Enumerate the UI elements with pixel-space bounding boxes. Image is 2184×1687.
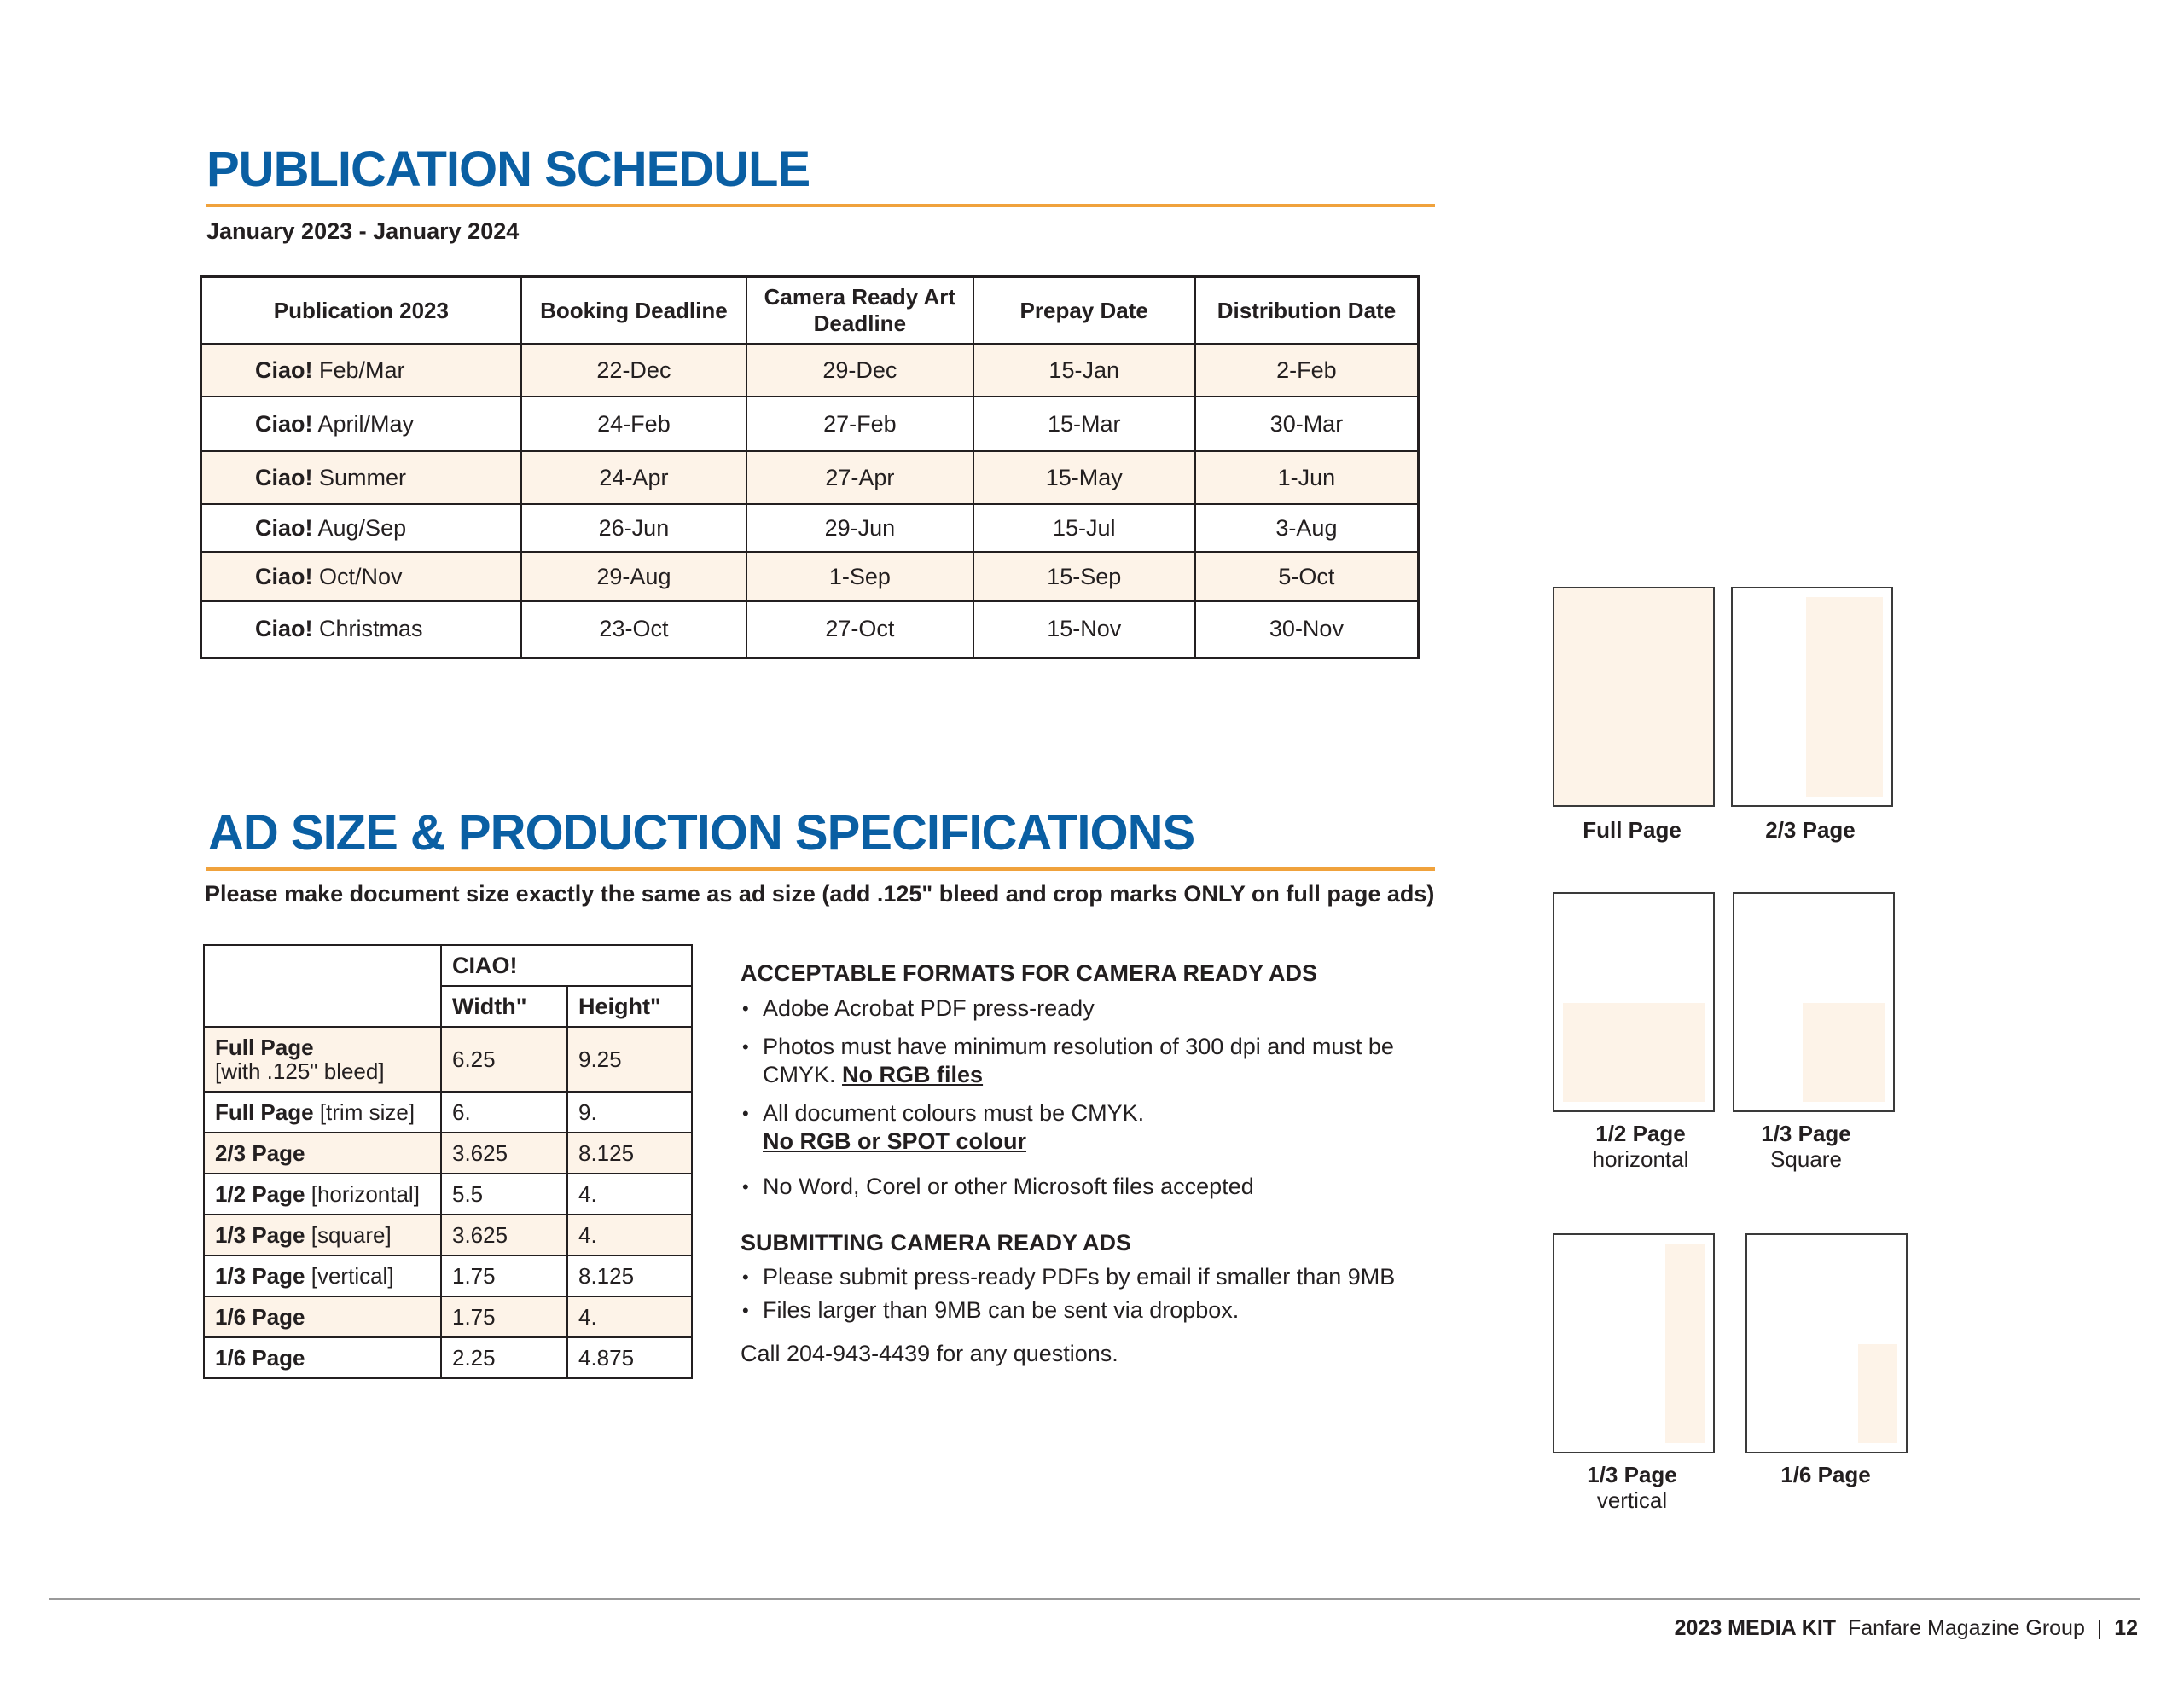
publication-cell [201,397,521,451]
list-item [741,1173,1440,1201]
formats-list [741,994,1440,1201]
format-item-text: All document colours must be CMYK. [763,1100,1145,1126]
brand-name: Ciao! [255,514,313,541]
half-page-diagram [1553,892,1715,1112]
distribution-cell: 2-Feb [1195,344,1419,397]
list-item [741,1296,1440,1325]
publication-schedule-table [200,275,1420,659]
camera-cell: 1-Sep [746,552,973,601]
distribution-cell: 30-Nov [1195,601,1419,658]
distribution-cell: 1-Jun [1195,451,1419,504]
camera-cell: 27-Oct [746,601,973,658]
ad-size-name: Full Page [215,1035,314,1060]
diagram-label: 1/6 Page [1780,1462,1871,1487]
diagram-label: 1/3 Page [1761,1121,1851,1146]
full-page-diagram [1553,587,1715,807]
diagram-sublabel: Square [1770,1146,1842,1172]
ad-size-label [204,1215,441,1255]
ad-specs-table [203,944,693,1379]
third-square-page-caption [1721,1121,1891,1172]
spec-group-header: CIAO! [441,945,692,986]
full-page-caption [1547,817,1717,843]
schedule-title: PUBLICATION SCHEDULE [206,142,810,197]
ad-size-label [204,1092,441,1133]
ad-size-note: [trim size] [319,1099,415,1125]
table-row [201,344,1419,397]
list-item [741,1099,1440,1156]
ad-size-name: 1/3 Page [215,1222,305,1248]
spec-group-header-row [204,945,692,986]
prepay-cell: 15-Jan [973,344,1195,397]
ad-area-fill [1665,1244,1705,1443]
ad-size-name: 1/6 Page [215,1304,305,1330]
brand-name: Ciao! [255,464,313,490]
booking-cell: 29-Aug [521,552,746,601]
issue-name: Christmas [319,616,423,642]
prepay-cell: 15-Jul [973,504,1195,552]
diagram-label: 1/3 Page [1587,1462,1677,1487]
col-header-prepay: Prepay Date [973,277,1195,345]
spec-corner-cell [204,945,441,1027]
specs-title: AD SIZE & PRODUCTION SPECIFICATIONS [208,805,1195,861]
brand-name: Ciao! [255,616,313,642]
height-cell: 9.25 [567,1027,692,1092]
publication-cell [201,451,521,504]
table-row [201,397,1419,451]
ad-size-name: 2/3 Page [215,1140,305,1166]
ad-area-fill [1806,597,1883,797]
schedule-subtitle: January 2023 - January 2024 [206,218,520,244]
height-header: Height" [567,986,692,1027]
formats-heading: ACCEPTABLE FORMATS FOR CAMERA READY ADS [741,960,1318,986]
ad-size-label [204,1296,441,1337]
half-page-caption [1555,1121,1726,1172]
col-header-publication: Publication 2023 [201,277,521,345]
submit-item-text: Please submit press-ready PDFs by email if smaller than 9MB [763,1264,1396,1290]
specs-title-rule [206,867,1435,871]
width-cell: 6.25 [441,1027,567,1092]
camera-cell: 29-Dec [746,344,973,397]
prepay-cell: 15-Mar [973,397,1195,451]
page-number: 12 [2114,1616,2138,1640]
footer-separator: | [2096,1616,2103,1640]
ad-size-name: Full Page [215,1099,314,1125]
table-row [201,552,1419,601]
camera-cell: 29-Jun [746,504,973,552]
diagram-label: 1/2 Page [1595,1121,1686,1146]
diagram-sublabel: vertical [1596,1487,1668,1513]
list-item [741,1033,1440,1089]
table-row [201,504,1419,552]
brand-name: Ciao! [255,357,313,383]
specs-subtitle: Please make document size exactly the same as ad size (add .125" bleed and crop marks ONLY on full page ads) [205,881,1435,907]
booking-cell: 26-Jun [521,504,746,552]
height-cell: 4. [567,1215,692,1255]
booking-cell: 24-Apr [521,451,746,504]
prepay-cell: 15-Sep [973,552,1195,601]
issue-name: Oct/Nov [319,563,403,589]
company-name: Fanfare Magazine Group [1847,1616,2085,1640]
height-cell: 4.875 [567,1337,692,1378]
width-header: Width" [441,986,567,1027]
format-item-text: No Word, Corel or other Microsoft files accepted [763,1174,1254,1199]
booking-cell: 24-Feb [521,397,746,451]
ad-area-fill [1803,1003,1885,1102]
sixth-page-diagram [1745,1233,1908,1453]
publication-cell [201,552,521,601]
width-cell: 1.75 [441,1255,567,1296]
contact-phone-text: Call 204-943-4439 for any questions. [741,1341,1118,1366]
ad-size-name: 1/2 Page [215,1181,305,1207]
camera-cell: 27-Feb [746,397,973,451]
footer-divider [49,1598,2140,1600]
table-row [204,1133,692,1174]
submit-item-text: Files larger than 9MB can be sent via dropbox. [763,1297,1240,1323]
table-row [204,1174,692,1215]
booking-cell: 22-Dec [521,344,746,397]
table-row [201,451,1419,504]
col-header-camera-ready: Camera Ready Art Deadline [746,277,973,345]
table-row [204,1215,692,1255]
page-footer [1675,1616,2138,1641]
two-thirds-page-caption [1725,817,1896,843]
width-cell: 1.75 [441,1296,567,1337]
format-item-emphasis: No RGB or SPOT colour [763,1128,1027,1154]
width-cell: 5.5 [441,1174,567,1215]
sixth-page-caption [1740,1462,1911,1487]
issue-name: Feb/Mar [319,357,405,383]
ad-size-label [204,1133,441,1174]
width-cell: 2.25 [441,1337,567,1378]
list-item [741,1263,1440,1291]
issue-name: Aug/Sep [317,514,407,541]
height-cell: 4. [567,1296,692,1337]
width-cell: 3.625 [441,1133,567,1174]
distribution-cell: 5-Oct [1195,552,1419,601]
ad-size-name: 1/3 Page [215,1263,305,1289]
issue-name: April/May [317,410,415,437]
submitting-list [741,1263,1440,1325]
list-item [741,994,1440,1023]
ad-size-note: [horizontal] [311,1181,420,1207]
table-row [201,601,1419,658]
ad-size-note: [square] [311,1222,392,1248]
width-cell: 3.625 [441,1215,567,1255]
width-cell: 6. [441,1092,567,1133]
ad-size-note: [with .125" bleed] [215,1058,385,1084]
diagram-sublabel: horizontal [1592,1146,1689,1172]
ad-area-fill [1563,1003,1705,1102]
media-kit-label: 2023 MEDIA KIT [1674,1616,1837,1640]
booking-cell: 23-Oct [521,601,746,658]
height-cell: 8.125 [567,1133,692,1174]
table-row [204,1337,692,1378]
third-vertical-page-caption [1547,1462,1717,1513]
ad-size-name: 1/6 Page [215,1345,305,1371]
issue-name: Summer [319,464,407,490]
submitting-heading: SUBMITTING CAMERA READY ADS [741,1230,1132,1255]
col-header-distribution: Distribution Date [1195,277,1419,345]
format-item-text: Photos must have minimum resolution of 300 dpi and must be CMYK. [763,1034,1394,1087]
brand-name: Ciao! [255,563,313,589]
ad-size-note: [vertical] [311,1263,394,1289]
schedule-title-rule [206,204,1435,207]
table-row [204,1296,692,1337]
col-header-booking: Booking Deadline [521,277,746,345]
table-row [204,1255,692,1296]
format-item-text: Adobe Acrobat PDF press-ready [763,995,1095,1021]
third-square-page-diagram [1733,892,1895,1112]
prepay-cell: 15-May [973,451,1195,504]
prepay-cell: 15-Nov [973,601,1195,658]
camera-cell: 27-Apr [746,451,973,504]
height-cell: 4. [567,1174,692,1215]
schedule-header-row [201,277,1419,345]
table-row [204,1092,692,1133]
publication-cell [201,601,521,658]
diagram-label: Full Page [1583,817,1682,843]
ad-size-label [204,1337,441,1378]
ad-size-label [204,1027,441,1092]
ad-size-label [204,1174,441,1215]
ad-size-label [204,1255,441,1296]
publication-cell [201,344,521,397]
distribution-cell: 3-Aug [1195,504,1419,552]
third-vertical-page-diagram [1553,1233,1715,1453]
brand-name: Ciao! [255,410,313,437]
height-cell: 8.125 [567,1255,692,1296]
height-cell: 9. [567,1092,692,1133]
table-row [204,1027,692,1092]
distribution-cell: 30-Mar [1195,397,1419,451]
two-thirds-page-diagram [1731,587,1893,807]
publication-cell [201,504,521,552]
ad-area-fill [1858,1344,1897,1443]
diagram-label: 2/3 Page [1765,817,1856,843]
format-item-emphasis: No RGB files [842,1062,984,1087]
